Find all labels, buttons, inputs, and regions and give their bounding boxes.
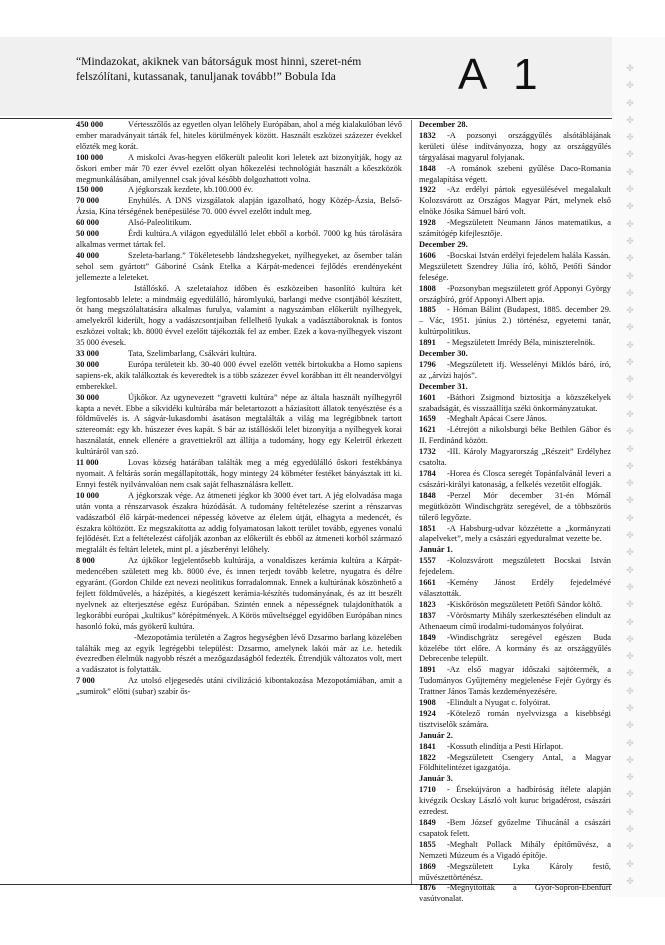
timeline-entry — [76, 360, 402, 393]
entry-text: Érdi kultúra.A világon egyedülálló lelet ebből a korból. 7000 kg hús tárolására alkalmas vermet tártak fel. — [76, 229, 402, 249]
star-ornament-icon: ✤ — [626, 201, 634, 212]
entry-text: -Meghalt Pollack Mihály építőművész, a Nemzeti Múzeum és a Vigadó építője. — [419, 839, 611, 860]
entry-year: 1661 — [419, 578, 436, 588]
anniversary-entry — [419, 360, 611, 382]
star-ornament-icon: ✤ — [626, 80, 634, 91]
entry-text: -Megszületett Csengery Antal, a Magyar Földhitelintézet igazgatója. — [419, 752, 611, 773]
star-ornament-icon: ✤ — [626, 97, 634, 108]
anniversary-entry — [419, 753, 611, 775]
entry-text: Tata, Szelimbarlang, Csákvári kultúra. — [128, 349, 257, 359]
right-column — [419, 120, 611, 905]
anniversary-entry — [419, 698, 611, 709]
entry-text: Vértesszőlős az egyetlen olyan lelőhely Európában, ahol a még kialakulóban lévő ember maradványait tárták fel, hiteles körülmények között. Használt eszközei százezer évekkel előzték meg korát. — [76, 120, 402, 151]
star-ornament-icon: ✤ — [626, 478, 634, 489]
entry-year: 1855 — [419, 839, 436, 849]
entry-text: Az utolsó eljegesedés utáni civilizáció kibontakozása Mezopotámiában, amit a „sumirok” előtti (subar) szabír ős- — [76, 676, 402, 697]
entry-text: -Meghalt Apácai Csere János. — [447, 414, 548, 424]
header-rule — [0, 118, 612, 119]
star-ornament-icon: ✤ — [626, 824, 634, 835]
star-ornament-icon: ✤ — [626, 357, 634, 368]
entry-year: 1601 — [419, 392, 436, 402]
entry-text: -Báthori Zsigmond biztosítja a közszékelyek szabadságát, és visszaállítja széki önkormányzatukat. — [419, 392, 611, 413]
page-number: A 1 — [458, 50, 546, 99]
star-ornament-icon: ✤ — [626, 512, 634, 523]
anniversary-entry — [419, 818, 611, 840]
anniversary-entry — [419, 305, 611, 338]
star-ornament-icon: ✤ — [626, 789, 634, 800]
entry-year: 1849 — [419, 818, 436, 827]
anniversary-entry — [419, 284, 611, 306]
timeline-entry — [76, 393, 402, 458]
entry-text: -III. Károly Magyarország „Részeit” Erdélyhez csatolta. — [419, 447, 611, 468]
star-ornament-icon: ✤ — [626, 339, 634, 350]
entry-year: 50 000 — [76, 229, 100, 239]
entry-text: -Kiskőrösön megszületett Petőfi Sándor költő. — [447, 599, 603, 609]
date-heading: December 30. — [419, 349, 468, 359]
entry-year: 7 000 — [76, 676, 95, 686]
entry-year: 1922 — [419, 185, 436, 195]
star-ornament-icon: ✤ — [626, 408, 634, 419]
anniversary-entry — [419, 665, 611, 698]
timeline-entry — [76, 349, 402, 360]
anniversary-entry — [419, 883, 611, 905]
star-ornament-icon: ✤ — [626, 651, 634, 662]
entry-year: 1841 — [419, 741, 436, 751]
entry-text: -Kossuth elindítja a Pesti Hírlapot. — [447, 741, 564, 751]
entry-text: -Az első magyar időszaki sajtótermék, a Tudományos Gyűjtemény megjelenése Fejér György és Trattner János Tamás kezdeményezésére. — [419, 665, 611, 697]
anniversary-entry — [419, 164, 611, 186]
entry-year: 450 000 — [76, 120, 104, 129]
star-ornament-icon: ✤ — [626, 322, 634, 333]
entry-text: -Perzel Mór december 31-én Mórnál megütközött Windischgrätz seregével, de a többszörös túlerő legyőzte. — [419, 490, 611, 522]
entry-text: -Pozsonyban megszületett gróf Apponyi György országbíró, gróf Apponyi Albert apja. — [419, 283, 611, 304]
anniversary-entry — [419, 785, 611, 818]
entry-text: Lovas község határában találták meg a még egyedülálló őskori festékbánya nyomait. A feltárás során megállapították, hogy mintegy 24 köbméter festéket bányásztak itt ki. Ennyi festék nyilvánvalóan nem csak saját felhasználásra kellett. — [76, 458, 402, 489]
entry-year: 1784 — [419, 469, 436, 478]
entry-year: 1621 — [419, 425, 436, 435]
anniversary-entry — [419, 556, 611, 578]
entry-text: -Bem József győzelme Tihucánál a császári csapatok felett. — [419, 818, 611, 838]
entry-text: Enyhülés. A DNS vizsgálatok alapján igazolható, hogy Közép-Ázsia, Belső-Ázsia, Kína térségének benépesülése 70. 000 évvel ezelőtt indult meg. — [76, 196, 402, 217]
star-ornament-icon: ✤ — [626, 114, 634, 125]
star-ornament-icon: ✤ — [626, 875, 634, 886]
entry-text: - Érsekújváron a hadbíróság ítélete alapján kivégzik Ocskay László volt kuruc brigadérost, császári ezredest. — [419, 785, 611, 817]
entry-year: 1808 — [419, 283, 436, 293]
entry-text: -Horea és Closca seregét Topánfalvánál leveri a császári-királyi katonaság, a felkelés vezetőit elfogják. — [419, 469, 611, 489]
entry-year: 60 000 — [76, 218, 100, 228]
entry-year: 1851 — [419, 523, 436, 533]
star-ornament-icon: ✤ — [626, 720, 634, 731]
star-ornament-icon: ✤ — [626, 460, 634, 471]
entry-year: 1891 — [419, 665, 436, 675]
timeline-entry — [76, 218, 402, 229]
entry-year: 70 000 — [76, 196, 100, 206]
entry-text: -Létrejött a nikolsburgi béke Bethlen Gábor és II. Ferdinánd között. — [419, 425, 611, 446]
anniversary-entry — [419, 709, 611, 731]
entry-year: 40 000 — [76, 250, 100, 260]
star-ornaments — [620, 60, 640, 890]
star-ornament-icon: ✤ — [626, 841, 634, 852]
entry-year: 1908 — [419, 698, 436, 708]
entry-text: Alsó-Paleolitikum. — [128, 218, 192, 228]
star-ornament-icon: ✤ — [626, 547, 634, 558]
entry-year: 1659 — [419, 414, 436, 424]
star-ornament-icon: ✤ — [626, 530, 634, 541]
entry-year: 11 000 — [76, 458, 99, 468]
entry-text: - Hóman Bálint (Budapest, 1885. december 29. – Vác, 1951. június 2.) történész, egyetemi tanár, kultúrpolitikus. — [419, 305, 611, 337]
entry-text: A jégkorszak vége. Az átmeneti jégkor kb 3000 évet tart. A jég elolvadása maga után vonta a rénszarvasok északra húzódását. A tudomány feltételezése szerint a rénszarvas vadászatból élő kárpát-medencei népesség követve az élelem útját, elhagyta a medencét, és északra költözött. Ez megszakította az addig folyamatosan lakott terület tovább, egyenes vonalú fejlődését. Ezt a feltételezést cáfolják azonban az előkerült és ebből az átmeneti korból származó megtalált és feltárt leletek, mint pl. a jászberényi lelőhely. — [76, 490, 402, 555]
entry-text: A miskolci Avas-hegyen előkerült paleolit kori leletek azt bizonyítják, hogy az őskori ember már 70 ezer évvel ezelőtt olyan hőkezelési technológiát használt a kőeszközök megmunkálásában, amilyennel csak jóval később dolgozhattott volna. — [76, 152, 402, 184]
star-ornament-icon: ✤ — [626, 772, 634, 783]
timeline-entry — [76, 556, 402, 632]
anniversary-entry — [419, 469, 611, 491]
anniversary-entry — [419, 131, 611, 164]
star-ornament-icon: ✤ — [626, 149, 634, 160]
date-heading: Január 1. — [419, 545, 453, 555]
star-ornament-icon: ✤ — [626, 391, 634, 402]
entry-text: -Megszületett Neumann János matematikus, a számítógép kifejlesztője. — [419, 218, 611, 239]
star-ornament-icon: ✤ — [626, 287, 634, 298]
entry-year: 1928 — [419, 218, 436, 228]
entry-year: 1822 — [419, 752, 436, 762]
date-heading: December 29. — [419, 239, 468, 249]
entry-year: 1732 — [419, 447, 436, 457]
anniversary-entry — [419, 414, 611, 425]
entry-year: 8 000 — [76, 556, 95, 566]
entry-year: 1606 — [419, 250, 436, 260]
epigraph-quote: “Mindazokat, akiknek van bátorságuk most hinni, szeret-ném felszólítani, kutassanak, tanuljanak tovább!” Bobula Ida — [76, 55, 362, 83]
star-ornament-icon: ✤ — [626, 426, 634, 437]
anniversary-entry — [419, 447, 611, 469]
entry-year: 1891 — [419, 338, 436, 348]
entry-year: 30 000 — [76, 359, 100, 369]
star-ornament-icon: ✤ — [626, 495, 634, 506]
star-ornament-icon: ✤ — [626, 754, 634, 765]
entry-text: A jégkorszak kezdete, kb.100.000 év. — [128, 185, 254, 195]
star-ornament-icon: ✤ — [626, 374, 634, 385]
entry-year: 1837 — [419, 610, 436, 620]
star-ornament-icon: ✤ — [626, 858, 634, 869]
entry-year: 1848 — [419, 490, 436, 500]
entry-text: -Kolozsvárott megszületett Bocskai István fejedelem. — [419, 556, 611, 577]
timeline-entry — [76, 229, 402, 251]
entry-text: -Elindult a Nyugat c. folyóirat. — [447, 698, 551, 708]
star-ornament-icon: ✤ — [626, 599, 634, 610]
date-heading: Január 2. — [419, 730, 453, 740]
anniversary-entry — [419, 185, 611, 218]
star-ornament-icon: ✤ — [626, 132, 634, 143]
star-ornament-icon: ✤ — [626, 702, 634, 713]
anniversary-entry — [419, 218, 611, 240]
anniversary-entry — [419, 578, 611, 600]
anniversary-entry — [419, 338, 611, 349]
star-ornament-icon: ✤ — [626, 218, 634, 229]
entry-year: 1557 — [419, 556, 436, 566]
entry-text: -A pozsonyi országgyűlés alsótáblájának kerületi ülése indítványozza, hogy az országgyűlés tárgyalásai magyarul folyjanak. — [419, 130, 611, 162]
entry-text: -Megnyitották a Győr-Sopron-Ebenfurt vasútvonalat. — [419, 883, 611, 904]
star-ornament-icon: ✤ — [626, 305, 634, 316]
left-column — [76, 120, 402, 698]
star-ornament-icon: ✤ — [626, 63, 634, 73]
column-divider — [411, 120, 412, 884]
entry-text: -Windischgrätz seregével egészen Buda közelébe tört előre. A kormány és az országgyűlés Debrecenbe települt. — [419, 632, 611, 664]
star-ornament-icon: ✤ — [626, 668, 634, 679]
entry-year: 1823 — [419, 599, 436, 609]
anniversary-entry — [419, 862, 611, 884]
entry-year: 1796 — [419, 359, 436, 369]
entry-text: -Kötelező román nyelvvizsga a kisebbségi tisztviselők számára. — [419, 708, 611, 729]
date-heading: Január 3. — [419, 774, 453, 784]
anniversary-entry — [419, 425, 611, 447]
star-ornament-icon: ✤ — [626, 235, 634, 246]
timeline-entry — [76, 458, 402, 491]
entry-text: -Megszületett Lyka Károly festő, művészettörténész. — [419, 861, 611, 882]
star-ornament-icon: ✤ — [626, 616, 634, 627]
anniversary-entry — [419, 491, 611, 524]
timeline-entry — [76, 491, 402, 556]
entry-text: Istállóskő. A szeletaiahoz időben és eszközeiben hasonlító kultúra két legfontosabb lelete: a mindmáig egyedülálló, háromlyukú, barlangi medve csontjából készített, öt hang megszólaltatására alkalmas furulya, valamint a nagyszámban előkerült nyílhegyek, amelyekről kiderült, hogy a vadászcsontjaiban fellelhető lyukak a vadásztáboroknak is fontos eszközei voltak; kb. 8000 évvel ezelőtt tájékozták fel az ember. Ezek a kova-nyílhegyek viszont 35 000 évesek. — [76, 283, 402, 348]
date-heading: December 28. — [419, 120, 468, 129]
entry-text: Az újkőkor legjelentősebb kultúrája, a vonaldíszes kerámia kultúra a Kárpát-medencében született meg kb. 8000 éve, és innen terjedt tovább keletre, nyugatra és délre egyaránt. (Gordon Childe ezt nevezi neolitikus forradalomnak. Ennek a kultúrának köszönhető a fejlett földművelés, a házépítés, a kiegészett kerámia-készítés tudományának, és az itt beszélt nyelvnek az elterjesztése egész Európában. Szintén ennek a népességnek tulajdoníthatók a legkorábbi európai „kultikus” körépítmények. A Körös műveltséggel egyidőben Európában nincs hasonló fokú, más gyökerű kultúra. — [76, 556, 402, 631]
entry-text: -Kemény Jánost Erdély fejedelmévé választották. — [419, 578, 611, 598]
entry-year: 1869 — [419, 861, 436, 871]
anniversary-entry — [419, 251, 611, 262]
entry-year: 150 000 — [76, 185, 104, 195]
entry-year: 1876 — [419, 883, 436, 893]
timeline-entry — [76, 196, 402, 218]
star-ornament-icon: ✤ — [626, 685, 634, 696]
anniversary-entry — [419, 742, 611, 753]
date-heading: December 31. — [419, 381, 468, 391]
anniversary-entry — [419, 262, 611, 284]
entry-year: 1710 — [419, 785, 436, 795]
star-ornament-icon: ✤ — [626, 184, 634, 195]
entry-text: -Mezopotámia területén a Zagros hegységben lévő Dzsarmo barlang közelében találták meg az egyik legrégebbi települést: Dzsarmo, amelynek lakói már az i.e. hetedik évezredben élelmük nagyobb részét a mezőgazdaságból fedezték. Étrendjük változatos volt, mert a vadászatot is folytatták. — [76, 632, 402, 675]
entry-text: Megszületett Szendrey Júlia író, költő, Petőfi Sándor felesége. — [419, 261, 611, 282]
entry-year: 33 000 — [76, 349, 100, 359]
anniversary-entry — [419, 524, 611, 546]
timeline-entry — [76, 633, 402, 677]
entry-text: - Megszületett Imrédy Béla, miniszterelnök. — [447, 338, 595, 348]
anniversary-entry — [419, 611, 611, 633]
entry-text: Európa területeit kb. 30-40 000 évvel ezelőtt vették birtokukba a Homo sapiens sapiens-ek, akik találkoztak és keveredtek is a több százezer évvel korábban itt élt neandervölgyi emberekkel. — [76, 359, 402, 391]
entry-text: -Az erdélyi pártok egyesülésével megalakult Kolozsvárott az Országos Magyar Párt, melynek első elnöke Jósika Sámuel báró volt. — [419, 185, 611, 217]
entry-text: -A románok szebeni gyűlése Daco-Romania megalapítása végett. — [419, 163, 611, 184]
star-ornament-icon: ✤ — [626, 564, 634, 575]
entry-text: Szeleta-barlang.” Tökéletesebb lándzshegyeket, nyílhegyeket, az ősember talán sehol sem gyártott” Gáboriné Csánk Etelka a Kárpát-medencei fejlődés erendényeként jellemezte a leleteket. — [76, 250, 402, 282]
star-ornament-icon: ✤ — [626, 270, 634, 281]
entry-year: 1848 — [419, 163, 436, 173]
timeline-entry — [76, 120, 402, 153]
star-ornament-icon: ✤ — [626, 253, 634, 264]
timeline-entry — [76, 676, 402, 698]
star-ornament-icon: ✤ — [626, 737, 634, 748]
entry-year: 1849 — [419, 632, 436, 642]
star-ornament-icon: ✤ — [626, 581, 634, 592]
star-ornament-icon: ✤ — [626, 633, 634, 644]
entry-year: 100 000 — [76, 152, 104, 162]
anniversary-entry — [419, 393, 611, 415]
timeline-entry — [76, 251, 402, 284]
star-ornament-icon: ✤ — [626, 443, 634, 454]
entry-text: Újkőkor. Az ugynevezett “gravetti kultúra” népe az általa használt nyílhegyről kapta a nevét. Ebbe a síkvidéki kultúrába már beletartozott a háziasított állatok tenyésztése és a földművelés is. A ságvár-lukasdombi ásatáson megtalálták a világ ma legrégibbnek tartott sztereomát: egy kb. húszezer éves kapát. S bár az istállóskői lelet bizonyítja a nyílhegyek korai használatát, ennek ellenére a gravettiekről azt állítja a tudomány, hogy egy Keletről érkezett kultúráról van szó. — [76, 392, 402, 457]
anniversary-entry — [419, 600, 611, 611]
entry-year: 30 000 — [76, 392, 100, 402]
timeline-entry — [76, 153, 402, 186]
entry-year: 10 000 — [76, 490, 100, 500]
anniversary-entry — [419, 633, 611, 666]
entry-year: 1924 — [419, 708, 436, 718]
timeline-entry — [76, 284, 402, 349]
timeline-entry — [76, 185, 402, 196]
star-ornament-icon: ✤ — [626, 806, 634, 817]
entry-text: -Megszületett ifj. Wesselényi Miklós báró, író, az „árvízi hajós”. — [419, 359, 611, 380]
star-ornament-icon: ✤ — [626, 166, 634, 177]
entry-text: -A Habsburg-udvar közzétette a „kormányzati alapelveket”, mely a császári egyeduralmat vezette be. — [419, 523, 611, 544]
entry-year: 1832 — [419, 130, 436, 140]
entry-year: 1885 — [419, 305, 436, 315]
entry-text: -Vörösmarty Mihály szerkesztésében elindult az Athenaeum című irodalmi-tudományos folyóirat. — [419, 610, 611, 631]
anniversary-entry — [419, 840, 611, 862]
entry-text: -Bocskai István erdélyi fejedelem halála Kassán. — [447, 250, 611, 260]
